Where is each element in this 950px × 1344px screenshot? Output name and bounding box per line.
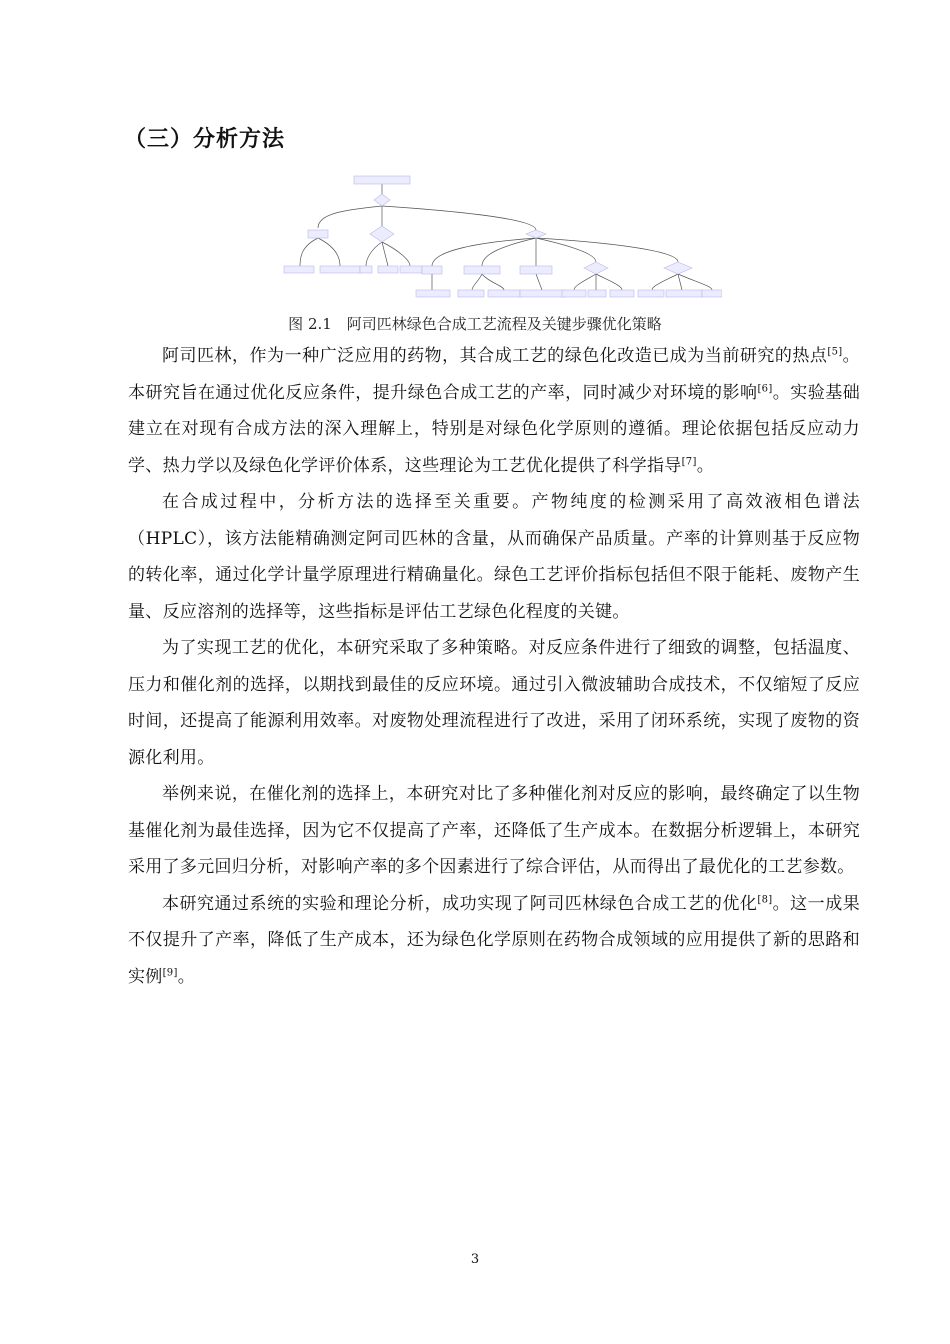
flowchart-decision-node <box>664 262 692 274</box>
flowchart-node <box>702 290 722 297</box>
paragraph <box>128 886 860 996</box>
section-heading: （三）分析方法 <box>124 127 286 152</box>
flowchart-decision-node <box>584 262 608 274</box>
citation-superscript: [5] <box>827 346 843 358</box>
flowchart-node <box>400 266 422 273</box>
body-text <box>128 338 860 995</box>
flowchart-node <box>284 266 314 273</box>
paragraph-text: 举例来说，在催化剂的选择上，本研究对比了多种催化剂对反应的影响，最终确定了以生物基催化剂为最佳选择，因为它不仅提高了产率，还降低了生产成本。在数据分析逻辑上，本研究采用了多元回归分析，对影响产率的多个因素进行了综合评估，从而得出了最优化的工艺参数。 <box>128 784 860 877</box>
flowchart-node <box>422 266 442 274</box>
paragraph-text: 在合成过程中，分析方法的选择至关重要。产物纯度的检测采用了高效液相色谱法（HPLC），该方法能精确测定阿司匹林的含量，从而确保产品质量。产率的计算则基于反应物的转化率，通过化学计量学原理进行精确量化。绿色工艺评价指标包括但不限于能耗、废物产生量、反应溶剂的选择等，这些指标是评估工艺绿色化程度的关键。 <box>128 492 860 622</box>
paragraph-text: 。 <box>177 966 195 987</box>
flowchart-node <box>308 230 328 238</box>
flowchart-node <box>378 266 398 273</box>
paragraph <box>128 630 860 776</box>
flowchart-decision-node <box>374 194 390 206</box>
flowchart-node <box>610 290 634 297</box>
flowchart-node <box>458 290 484 297</box>
citation-superscript: [8] <box>757 893 773 905</box>
flowchart-node <box>562 290 586 297</box>
flowchart-node <box>464 266 500 274</box>
flowchart-node <box>360 266 372 273</box>
page-number: 3 <box>470 1252 480 1267</box>
paragraph-text: 为了实现工艺的优化，本研究采取了多种策略。对反应条件进行了细致的调整，包括温度、压力和催化剂的选择，以期找到最佳的反应环境。通过引入微波辅助合成技术，不仅缩短了反应时间，还提高了能源利用效率。对废物处理流程进行了改进，采用了闭环系统，实现了废物的资源化利用。 <box>128 638 860 768</box>
flowchart-figure <box>282 170 722 305</box>
paragraph <box>128 484 860 630</box>
paragraph-text: 。这一成果不仅提升了产率，降低了生产成本，还为绿色化学原则在药物合成领域的应用提供了新的思路和实例 <box>128 893 861 987</box>
paragraph <box>128 338 860 484</box>
citation-superscript: [6] <box>757 382 773 394</box>
flowchart-node <box>320 266 360 273</box>
flowchart-node <box>488 290 520 297</box>
paragraph-text: 阿司匹林，作为一种广泛应用的药物，其合成工艺的绿色化改造已成为当前研究的热点 <box>162 346 828 366</box>
flowchart-node <box>588 290 606 297</box>
flowchart-node <box>416 290 450 297</box>
paragraph-text: 。本研究旨在通过优化反应条件，提升绿色合成工艺的产率，同时减少对环境的影响 <box>128 346 860 403</box>
flowchart-node <box>520 290 566 297</box>
paragraph <box>128 776 860 886</box>
figure-caption: 图 2.1 阿司匹林绿色合成工艺流程及关键步骤优化策略 <box>288 315 662 333</box>
flowchart-edges <box>300 184 712 290</box>
flowchart-decision-node <box>370 226 394 242</box>
flowchart-nodes <box>284 176 722 297</box>
flowchart-node <box>666 290 702 297</box>
flowchart-root-node <box>354 176 410 184</box>
flowchart-node <box>520 266 552 274</box>
paragraph-text: 。 <box>696 455 714 476</box>
flowchart-node <box>638 290 664 297</box>
citation-superscript: [7] <box>681 455 697 467</box>
flowchart-decision-node <box>526 230 546 238</box>
paragraph-text: 本研究通过系统的实验和理论分析，成功实现了阿司匹林绿色合成工艺的优化 <box>162 893 758 914</box>
paragraph-text: 。实验基础建立在对现有合成方法的深入理解上，特别是对绿色化学原则的遵循。理论依据包括反应动力学、热力学以及绿色化学评价体系，这些理论为工艺优化提供了科学指导 <box>128 382 860 476</box>
citation-superscript: [9] <box>162 966 178 978</box>
